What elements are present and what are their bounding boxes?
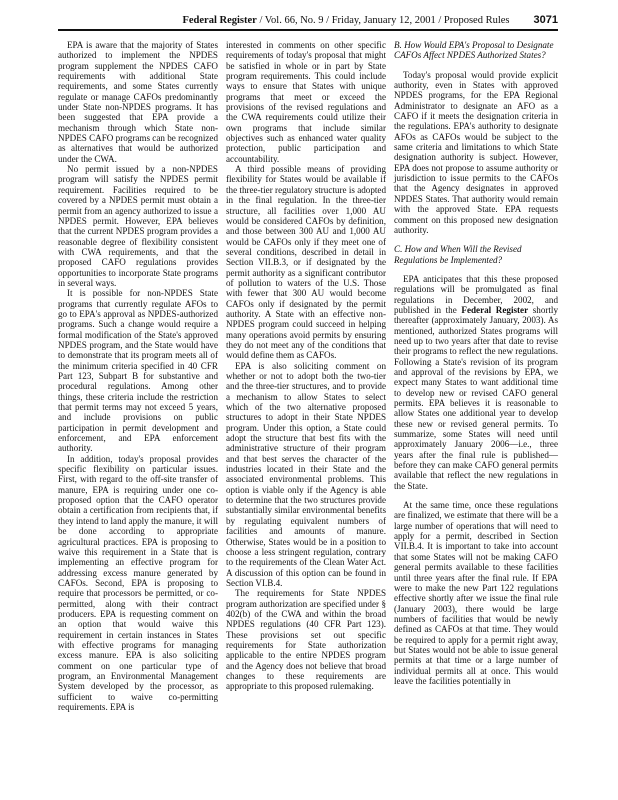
section-heading-c: C. How and When Will the Revised Regulations be Implemented? <box>394 244 522 265</box>
paragraph: interested in comments on other specific requirements of today's proposal that might be satisfied in whole or in part by State program requirements. This could include ways to ensure that States with unique programs that meet or exceed the provisions of the revised regulations and the CWA requirements could utilize their own programs that include similar objectives such as enhanced water quality protection, public participation and accountability. <box>226 40 386 164</box>
column-3 <box>394 40 558 686</box>
journal-name: Federal Register <box>182 15 257 26</box>
paragraph: No permit issued by a non-NPDES program will satisfy the NPDES permit requirement. Facilities required to be covered by a NPDES permit must obtain a permit from an agency authorized to issue a NPDES permit. However, EPA believes that the current NPDES program provides a reasonable degree of flexibility consistent with CWA requirements, and that the proposed CAFO regulations provides opportunities to incorporate State programs in several ways. <box>58 164 218 288</box>
paragraph: A third possible means of providing flexibility for States would be available if the three-tier regulatory structure is adopted in the final regulation. In the three-tier structure, all facilities over 1,000 AU would be considered CAFOs by definition, and those between 300 AU and 1,000 AU would be CAFOs only if they meet one of several conditions, described in detail in Section VII.B.3, or if designated by the permit authority as a significant contributor of pollution to waters of the U.S. Those with fewer that 300 AU would become CAFOs only if designated by the permit authority. A State with an effective non-NPDES program could succeed in helping many operations avoid permits by ensuring they do not meet any of the conditions that would define them as CAFOs. <box>226 164 386 361</box>
federal-register-ref: Federal Register <box>461 304 529 315</box>
paragraph: At the same time, once these regulations are finalized, we estimate that there will be a large number of operations that will need to apply for a permit, described in Section VII.B.4. It is important to take into account that some States will not be making CAFO general permits available to these facilities until three years after the final rule. If EPA were to make the new Part 122 regulations effective shortly after we issue the final rule (January 2003), there would be large numbers of facilities that would be newly defined as CAFOs at that time. They would be required to apply for a permit right away, but States would not be able to issue general permits at that time or a large number of individual permits all at once. This would leave the facilities potentially in <box>394 500 558 686</box>
paragraph: EPA is aware that the majority of States authorized to implement the NPDES program supplement the NPDES CAFO requirements with additional State requirements, and some States currently regulate or manage CAFOs predominantly under State non-NPDES programs. It has been suggested that EPA provide a mechanism through which State non-NPDES CAFO programs can be recognized as alternatives that would be authorized under the CWA. <box>58 40 218 164</box>
paragraph: In addition, today's proposal provides specific flexibility on particular issues. First, with regard to the off-site transfer of manure, EPA is requiring under one co-proposed option that the CAFO operator obtain a certification from recipients that, if they intend to land apply the manure, it will be done according to appropriate agricultural practices. EPA is proposing to waive this requirement in a State that is implementing an effective program for addressing excess manure generated by CAFOs. Second, EPA is proposing to require that processors be permitted, or co-permitted, along with their contract producers. EPA is requesting comment on an option that would waive this requirement in certain instances in States with effective programs for managing excess manure. EPA is also soliciting comment on one particular type of program, an Environmental Management System developed by the processor, as sufficient to waive co-permitting requirements. EPA is <box>58 453 218 712</box>
paragraph: EPA is also soliciting comment on whether or not to adopt both the two-tier and the three-tier structures, and to provide a mechanism to allow States to select which of the two alternative proposed structures to adopt in their State NPDES program. Under this option, a State could adopt the structure that best fits with the administrative structure of their program and that best serves the character of the industries located in their State and the associated environmental problems. This option is viable only if the Agency is able to determine that the two structures provide substantially similar environmental benefits by regulating equivalent numbers of facilities and amounts of manure. Otherwise, States would be in a position to choose a less stringent regulation, contrary to the requirements of the Clean Water Act. A discussion of this option can be found in Section VI.B.4. <box>226 360 386 588</box>
section-heading-b: B. How Would EPA's Proposal to Designate CAFOs Affect NPDES Authorized States? <box>394 40 554 61</box>
paragraph: The requirements for State NPDES program authorization are specified under § 402(b) of the CWA and within the broad NPDES regulations (40 CFR Part 123). These provisions set out specific requirements for State authorization applicable to the entire NPDES program and the Agency does not believe that broad changes to these requirements are appropriate to this proposed rulemaking. <box>226 588 386 692</box>
page-number: 3071 <box>533 14 558 26</box>
column-2 <box>226 40 386 692</box>
issue-info: / Vol. 66, No. 9 / Friday, January 12, 2001 / Proposed Rules <box>256 15 510 26</box>
column-1 <box>58 40 218 712</box>
paragraph: It is possible for non-NPDES State programs that currently regulate AFOs to go to EPA's approval as NPDES-authorized programs. Such a change would require a formal modification of the State's approved NPDES program, and the State would have to demonstrate that its program meets all of the minimum criteria specified in 40 CFR Part 123, Subpart B for substantive and procedural regulations. Among other things, these criteria include the restriction that permit terms may not exceed 5 years, and include provisions on public participation in permit development and enforcement, and EPA enforcement authority. <box>58 288 218 454</box>
header-rule <box>58 29 558 31</box>
text: EPA anticipates that this these proposed regulations will be promulgated as final regulations in December, 2002, and published in the <box>394 273 558 315</box>
running-header <box>58 14 558 28</box>
text: shortly thereafter (approximately January, 2003). As mentioned, authorized States programs will need up to two years after that date to revise their programs to reflect the new regulations. Following a State's revision of its program and approval of the revisions by EPA, we expect many States to want additional time to develop new or revised CAFO general permits. EPA believes it is reasonable to allow States one additional year to develop these new or revised general permits. To summarize, some States will need until approximately January 2006—i.e., three years after the final rule is published—before they can make CAFO general permits available that reflect the new regulations in the State. <box>394 304 558 491</box>
paragraph: Today's proposal would provide explicit authority, even in States with approved NPDES programs, for the EPA Regional Administrator to designate an AFO as a CAFO if it meets the designation criteria in the regulations. EPA's authority to designate AFOs as CAFOs would be subject to the same criteria and limitations to which State designation authority is subject. However, EPA does not propose to assume authority or jurisdiction to issue permits to the CAFOs that the Agency designates in approved NPDES States. That authority would remain with the approved State. EPA requests comment on this proposed new designation authority. <box>394 69 558 235</box>
paragraph <box>394 274 558 491</box>
header-citation <box>182 15 509 26</box>
